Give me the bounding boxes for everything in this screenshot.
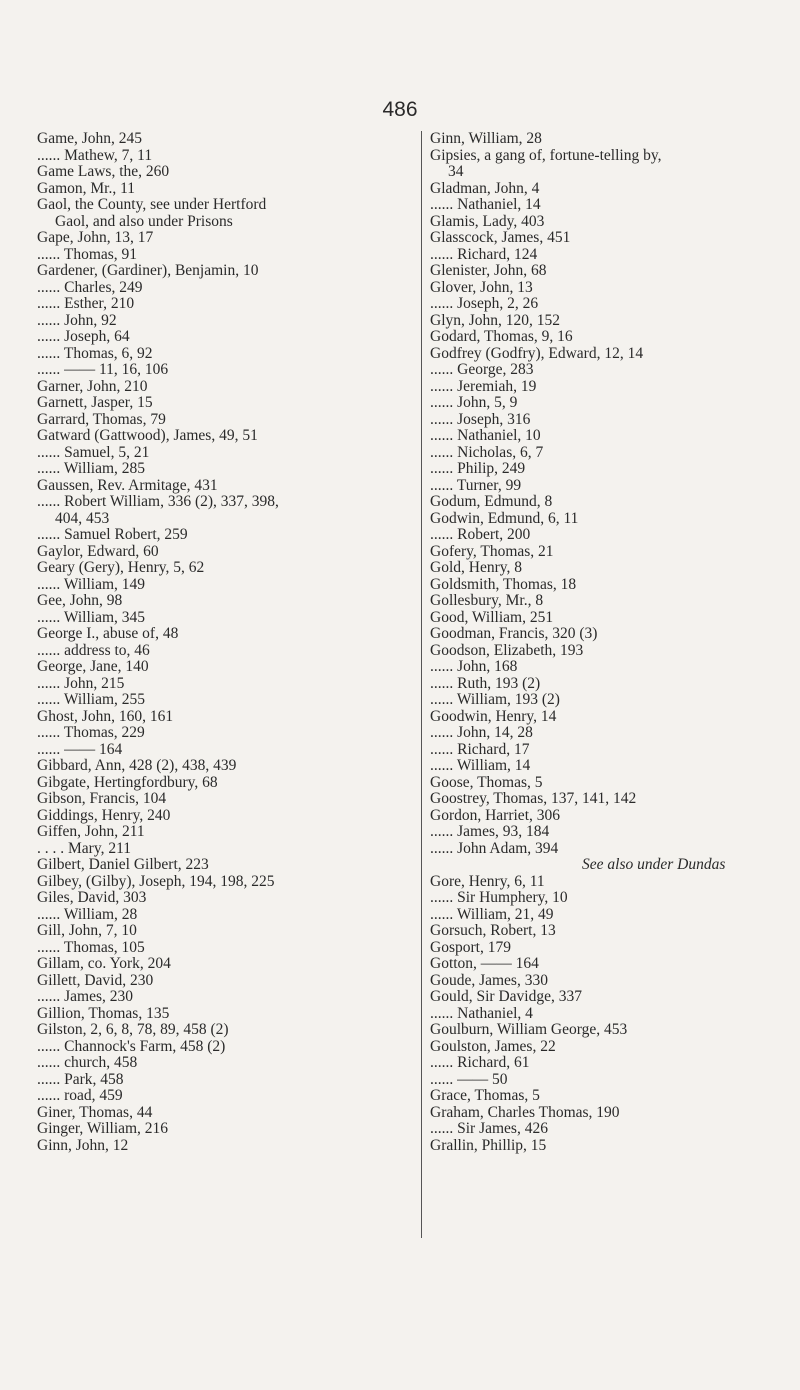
index-entry-text: Glyn, John, 120, 152 [430, 311, 561, 329]
index-entry [37, 808, 417, 825]
index-entry [430, 1006, 800, 1023]
index-entry [430, 263, 800, 280]
index-entry-text: ...... Joseph, 316 [430, 410, 531, 428]
index-entry-text: ...... Robert, 200 [430, 526, 531, 543]
index-entry [430, 1039, 800, 1056]
index-entry [430, 445, 800, 462]
index-entry [430, 725, 800, 742]
index-entry [430, 230, 800, 247]
index-entry [430, 775, 800, 792]
index-entry-text: ...... Samuel, 5, 21 [37, 443, 150, 461]
index-entry-text: ...... Thomas, 229 [37, 724, 145, 741]
index-entry [37, 131, 417, 148]
index-entry-text: Gillam, co. York, 204 [37, 955, 171, 972]
index-entry-continuation: 404, 453 [55, 509, 110, 527]
index-entry [37, 197, 417, 230]
index-entry [37, 362, 417, 379]
index-entry-text: Godfrey (Godfry), Edward, 12, 14 [430, 344, 644, 362]
index-entry-continuation: 34 [448, 163, 464, 180]
index-entry-text: Glamis, Lady, 403 [430, 212, 545, 230]
index-entry-text: ...... John, 92 [37, 311, 117, 329]
index-entry [430, 973, 800, 990]
index-entry [430, 890, 800, 907]
index-entry [430, 395, 800, 412]
index-entry-text: Goldsmith, Thomas, 18 [430, 575, 577, 593]
index-entry [37, 148, 417, 165]
index-entry-text: ...... William, 28 [37, 905, 138, 923]
index-entry [430, 989, 800, 1006]
index-entry-text: ...... John, 215 [37, 674, 125, 692]
index-entry [430, 808, 800, 825]
index-entry-text: Gofery, Thomas, 21 [430, 542, 554, 560]
index-entry [37, 940, 417, 957]
index-entry [430, 626, 800, 643]
index-entry-text: . . . . Mary, 211 [37, 839, 131, 857]
index-entry [430, 131, 800, 148]
index-entry-text: ...... John, 168 [430, 658, 518, 675]
index-entry [37, 445, 417, 462]
index-entry [37, 593, 417, 610]
index-entry [37, 247, 417, 264]
index-entry-text: Gold, Henry, 8 [430, 559, 522, 576]
index-entry-text: See also under Dundas [582, 856, 726, 873]
index-entry [430, 907, 800, 924]
index-entry [37, 1022, 417, 1039]
index-entry-text: ...... James, 93, 184 [430, 823, 550, 840]
index-entry [430, 197, 800, 214]
index-entry [430, 478, 800, 495]
index-entry-text: Goodson, Elizabeth, 193 [430, 641, 584, 659]
index-entry [37, 428, 417, 445]
index-entry-text: Ghost, John, 160, 161 [37, 707, 174, 725]
index-entry [37, 379, 417, 396]
index-entry-text: ...... Nathaniel, 4 [430, 1004, 533, 1022]
index-entry-text: ...... William, 193 (2) [430, 691, 560, 708]
index-entry [37, 577, 417, 594]
index-entry [37, 1055, 417, 1072]
index-entry-text: Gill, John, 7, 10 [37, 922, 137, 939]
index-entry [430, 181, 800, 198]
index-entry-text: Gosport, 179 [430, 938, 511, 956]
index-entry-text: Goose, Thomas, 5 [430, 773, 543, 791]
index-entry [37, 742, 417, 759]
index-entry [430, 758, 800, 775]
index-entry-text: Garrard, Thomas, 79 [37, 410, 166, 428]
index-entry [430, 610, 800, 627]
index-entry [37, 709, 417, 726]
index-entry [430, 956, 800, 973]
index-entry [37, 263, 417, 280]
index-entry [37, 989, 417, 1006]
index-entry-text: Garner, John, 210 [37, 377, 148, 395]
index-entry-text: Gaussen, Rev. Armitage, 431 [37, 476, 218, 494]
index-entry-text: Goostrey, Thomas, 137, 141, 142 [430, 790, 637, 807]
index-entry-text: ...... James, 230 [37, 988, 134, 1005]
index-entry [430, 280, 800, 297]
index-entry-text: Gaylor, Edward, 60 [37, 542, 159, 560]
index-entry-text: ...... Philip, 249 [430, 460, 526, 477]
index-entry [430, 577, 800, 594]
index-entry-text: ...... William, 345 [37, 608, 146, 626]
index-entry [430, 1138, 800, 1155]
index-entry [37, 280, 417, 297]
index-entry [37, 1138, 417, 1155]
index-entry [37, 181, 417, 198]
index-entry [37, 692, 417, 709]
index-entry-text: ...... Nicholas, 6, 7 [430, 443, 544, 461]
index-entry-text: Goulburn, William George, 453 [430, 1021, 628, 1038]
index-entry-text: ...... church, 458 [37, 1054, 138, 1071]
index-entry-text: ...... address to, 46 [37, 641, 150, 659]
index-entry-text: ...... William, 149 [37, 575, 146, 593]
index-entry-text: Garnett, Jasper, 15 [37, 394, 153, 411]
index-entry [430, 709, 800, 726]
index-entry-text: Grace, Thomas, 5 [430, 1087, 540, 1104]
index-entry [430, 428, 800, 445]
index-entry [37, 230, 417, 247]
index-entry-text: ...... Mathew, 7, 11 [37, 146, 153, 164]
index-entry-text: Gotton, —— 164 [430, 955, 539, 972]
index-entry [430, 346, 800, 363]
index-entry-text: Gould, Sir Davidge, 337 [430, 988, 582, 1005]
index-entry [37, 313, 417, 330]
index-entry [37, 923, 417, 940]
index-entry-text: ...... Joseph, 64 [37, 328, 130, 345]
index-entry-text: ...... Robert William, 336 (2), 337, 398, [37, 493, 279, 510]
index-entry-text: Ginn, John, 12 [37, 1136, 129, 1154]
index-entry [430, 247, 800, 264]
index-entry-text: Glover, John, 13 [430, 278, 533, 296]
index-entry [430, 874, 800, 891]
index-entry [37, 412, 417, 429]
index-entry [37, 725, 417, 742]
index-entry-text: Gibbard, Ann, 428 (2), 438, 439 [37, 757, 237, 774]
index-entry-text: ...... William, 285 [37, 460, 146, 477]
index-entry [430, 857, 800, 874]
index-entry-text: Giner, Thomas, 44 [37, 1103, 153, 1121]
index-entry-text: ...... Richard, 124 [430, 245, 538, 263]
index-entry-text: ...... Joseph, 2, 26 [430, 295, 539, 312]
index-entry [430, 841, 800, 858]
index-entry-text: ...... John, 5, 9 [430, 394, 518, 411]
index-entry-text: Gee, John, 98 [37, 592, 123, 609]
index-entry-text: Gollesbury, Mr., 8 [430, 592, 544, 609]
index-entry-text: Gipsies, a gang of, fortune-telling by, [430, 146, 662, 164]
index-entry [430, 1022, 800, 1039]
index-entry-text: Ginger, William, 216 [37, 1120, 169, 1137]
index-entry [37, 395, 417, 412]
index-entry [430, 412, 800, 429]
index-entry [37, 1072, 417, 1089]
index-entry [430, 527, 800, 544]
index-entry-text: Glasscock, James, 451 [430, 229, 571, 246]
index-entry-text: Gaol, the County, see under Hertford [37, 196, 267, 213]
index-entry-continuation: Gaol, and also under Prisons [55, 212, 233, 230]
index-entry-text: Godard, Thomas, 9, 16 [430, 328, 573, 345]
index-entry [37, 643, 417, 660]
index-entry [37, 164, 417, 181]
index-entry-text: Gillett, David, 230 [37, 971, 154, 989]
index-entry [37, 346, 417, 363]
index-entry-text: ...... Jeremiah, 19 [430, 377, 537, 395]
index-entry-text: Gordon, Harriet, 306 [430, 806, 560, 824]
index-entry-text: Giles, David, 303 [37, 889, 147, 906]
index-entry-text: Godum, Edmund, 8 [430, 493, 553, 510]
index-entry-text: ...... —— 50 [430, 1070, 508, 1088]
index-entry-text: ...... —— 164 [37, 740, 123, 758]
index-entry [430, 313, 800, 330]
index-entry [37, 527, 417, 544]
index-entry-text: Goodwin, Henry, 14 [430, 707, 557, 725]
index-entry-text: Gatward (Gattwood), James, 49, 51 [37, 427, 258, 444]
index-entry-text: ...... Esther, 210 [37, 295, 135, 312]
index-entry [37, 841, 417, 858]
index-entry [37, 956, 417, 973]
index-entry-text: ...... Channock's Farm, 458 (2) [37, 1037, 226, 1055]
index-entry-text: Goude, James, 330 [430, 971, 548, 989]
index-entry [37, 610, 417, 627]
index-column-left [37, 131, 417, 1154]
index-entry [37, 461, 417, 478]
index-entry-text: ...... Thomas, 6, 92 [37, 344, 153, 362]
index-entry [37, 824, 417, 841]
index-entry [430, 560, 800, 577]
index-entry-text: Gibson, Francis, 104 [37, 790, 167, 807]
index-entry-text: ...... Richard, 61 [430, 1054, 530, 1071]
index-entry [37, 494, 417, 527]
index-entry [430, 923, 800, 940]
index-entry [430, 148, 800, 181]
index-entry [37, 296, 417, 313]
index-entry [430, 659, 800, 676]
index-entry [430, 544, 800, 561]
index-entry [37, 907, 417, 924]
index-entry-text: Goulston, James, 22 [430, 1037, 556, 1055]
index-entry-text: Gilbey, (Gilby), Joseph, 194, 198, 225 [37, 872, 275, 890]
index-entry-text: ...... Ruth, 193 (2) [430, 674, 541, 692]
index-entry-text: ...... road, 459 [37, 1087, 123, 1104]
index-entry [37, 775, 417, 792]
index-entry-text: Game, John, 245 [37, 130, 143, 147]
index-entry [430, 1121, 800, 1138]
index-entry [430, 214, 800, 231]
index-entry [430, 824, 800, 841]
index-entry [37, 890, 417, 907]
index-entry-text: ...... Turner, 99 [430, 476, 522, 494]
index-entry-text: ...... John Adam, 394 [430, 839, 559, 857]
index-entry-text: ...... George, 283 [430, 361, 534, 378]
index-entry [37, 329, 417, 346]
index-entry-text: Goodman, Francis, 320 (3) [430, 625, 598, 642]
index-entry-text: Gillion, Thomas, 135 [37, 1004, 170, 1022]
index-entry [37, 1088, 417, 1105]
index-entry-text: Giddings, Henry, 240 [37, 806, 171, 824]
index-entry [37, 478, 417, 495]
index-entry-text: Gorsuch, Robert, 13 [430, 922, 556, 939]
index-entry [37, 676, 417, 693]
index-entry [37, 1121, 417, 1138]
index-column-right [430, 131, 800, 1154]
index-entry [430, 791, 800, 808]
index-entry-text: ...... Nathaniel, 10 [430, 427, 541, 444]
index-entry-text: Gape, John, 13, 17 [37, 229, 154, 246]
index-entry [37, 791, 417, 808]
index-entry [37, 758, 417, 775]
index-entry-text: Graham, Charles Thomas, 190 [430, 1103, 620, 1121]
index-entry-text: ...... William, 255 [37, 691, 146, 708]
index-entry [430, 643, 800, 660]
index-entry-text: Godwin, Edmund, 6, 11 [430, 509, 579, 527]
index-entry [430, 511, 800, 528]
index-entry-text: ...... John, 14, 28 [430, 724, 533, 741]
index-entry-text: ...... Charles, 249 [37, 278, 143, 296]
index-entry-text: Gore, Henry, 6, 11 [430, 872, 545, 890]
index-entry [37, 857, 417, 874]
index-entry-text: ...... Thomas, 105 [37, 938, 145, 956]
index-entry-text: Glenister, John, 68 [430, 262, 547, 279]
index-entry-text: Gilbert, Daniel Gilbert, 223 [37, 856, 209, 873]
index-entry-text: George I., abuse of, 48 [37, 625, 179, 642]
index-entry-text: Game Laws, the, 260 [37, 163, 170, 180]
index-entry [430, 940, 800, 957]
index-entry-text: ...... Richard, 17 [430, 740, 530, 758]
index-entry [430, 593, 800, 610]
index-entry [37, 874, 417, 891]
page-number: 486 [382, 98, 418, 121]
index-entry [37, 1105, 417, 1122]
index-entry-text: ...... —— 11, 16, 106 [37, 361, 169, 378]
index-entry [430, 1088, 800, 1105]
index-entry-text: ...... Sir Humphery, 10 [430, 889, 568, 906]
index-entry [430, 379, 800, 396]
index-entry-text: ...... William, 21, 49 [430, 905, 554, 923]
index-entry-text: ...... Samuel Robert, 259 [37, 526, 188, 543]
index-entry-text: ...... Park, 458 [37, 1070, 124, 1088]
index-entry [37, 659, 417, 676]
index-entry-text: ...... Thomas, 91 [37, 245, 138, 263]
index-entry [430, 494, 800, 511]
index-entry [37, 560, 417, 577]
column-divider [421, 131, 422, 1238]
index-entry [37, 1039, 417, 1056]
index-entry-text: ...... Sir James, 426 [430, 1120, 548, 1137]
index-entry-text: Geary (Gery), Henry, 5, 62 [37, 559, 205, 576]
index-entry [430, 296, 800, 313]
index-entry-text: Gladman, John, 4 [430, 179, 540, 197]
index-entry [430, 1072, 800, 1089]
index-entry-text: ...... Nathaniel, 14 [430, 196, 541, 213]
index-entry-text: Grallin, Phillip, 15 [430, 1136, 547, 1154]
index-entry-text: Gibgate, Hertingfordbury, 68 [37, 773, 218, 791]
index-entry [430, 1105, 800, 1122]
index-entry [430, 692, 800, 709]
index-entry-text: Good, William, 251 [430, 608, 554, 626]
index-entry-text: Giffen, John, 211 [37, 823, 145, 840]
index-entry [430, 1055, 800, 1072]
index-entry [37, 973, 417, 990]
index-entry [37, 1006, 417, 1023]
index-entry [430, 461, 800, 478]
index-entry-text: Gilston, 2, 6, 8, 78, 89, 458 (2) [37, 1021, 229, 1038]
index-entry [37, 544, 417, 561]
index-entry [37, 626, 417, 643]
index-entry-text: George, Jane, 140 [37, 658, 149, 675]
index-entry [430, 329, 800, 346]
index-entry [430, 362, 800, 379]
index-entry-text: Ginn, William, 28 [430, 130, 542, 147]
index-entry-text: Gardener, (Gardiner), Benjamin, 10 [37, 262, 259, 279]
index-entry [430, 676, 800, 693]
index-entry-text: Gamon, Mr., 11 [37, 179, 136, 197]
index-entry [430, 742, 800, 759]
index-entry-text: ...... William, 14 [430, 757, 531, 774]
